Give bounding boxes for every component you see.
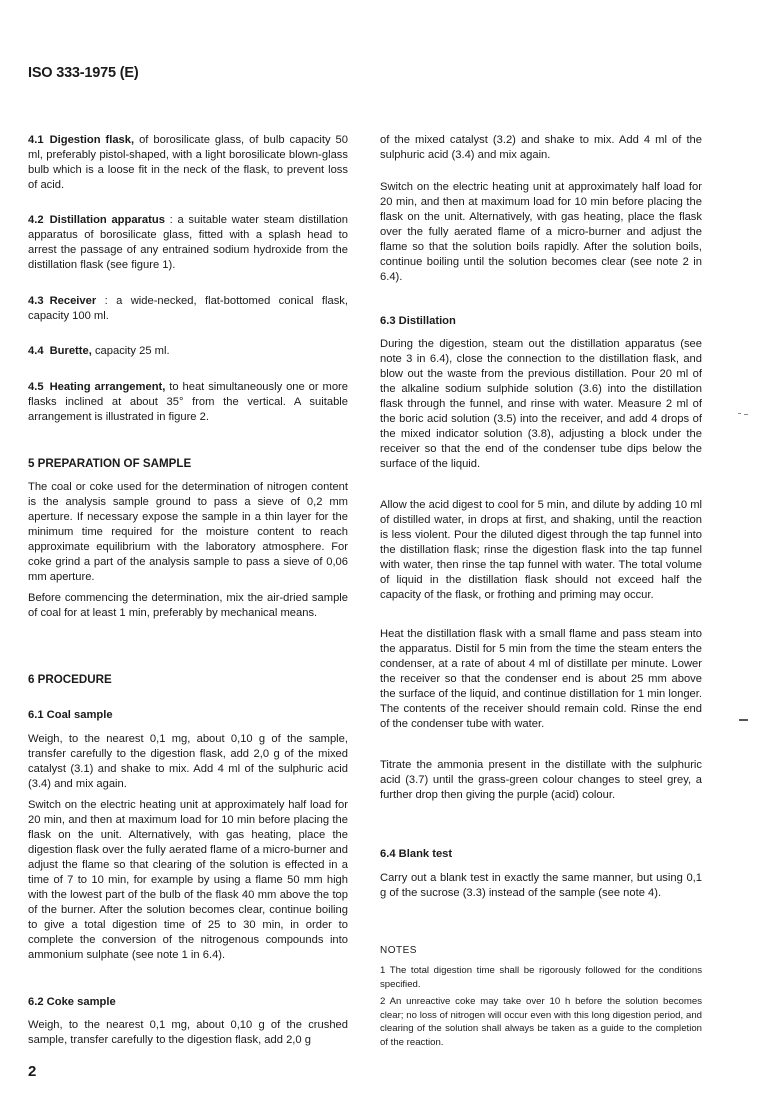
section-5-paragraph-2: Before commencing the determination, mix the air-dried sample of coal for at least 1 min, preferably by mechanical means. [28,592,348,619]
note-2: 2 An unreactive coke may take over 10 h before the solution becomes clear; no loss of nitrogen will occur even with this long digestion period, and clearing of the solution shall always be taken as a guide to the completion of the reaction. [380,996,702,1048]
section-6-3-paragraph-3: Heat the distillation flask with a small flame and pass steam into the apparatus. Distil for 5 min from the time the steam enters the condenser, at a rate of about 4 ml of distillate per minute. Lower the receiver so that the condenser end is about 25 mm above the surface of the liquid, and continue distillation for 1 min longer. The contents of the receiver should remain cold. Rinse the end of the condenser tube with water. [380,628,702,730]
page-number: 2 [28,1063,37,1080]
section-6-3-paragraph-4: Titrate the ammonia present in the distillate with the sulphuric acid (3.7) until the grass-green colour changes to steel grey, a further drop then giving the purple (acid) colour. [380,759,702,801]
clause-4-4: 4.4 Burette, capacity 25 ml. [28,345,170,357]
section-6-2-paragraph-1: Weigh, to the nearest 0,1 mg, about 0,10 g of the crushed sample, transfer carefully to the digestion flask, add 2,0 g [28,1019,348,1046]
section-6-1-paragraph-1: Weigh, to the nearest 0,1 mg, about 0,10 g of the sample, transfer carefully to the digestion flask, add 2,0 g of the mixed catalyst (3.1) and shake to mix. Add 4 ml of the sulphuric acid (3.4) and mix again. [28,733,348,790]
section-6-4-paragraph-1: Carry out a blank test in exactly the same manner, but using 0,1 g of the sucrose (3.3) instead of the sample (see note 4). [380,872,702,899]
section-6-2-paragraph-3: Switch on the electric heating unit at approximately half load for 20 min, and then at maximum load for 10 min before placing the flask on the unit. Alternatively, with gas heating, place the flask over the fully aerated flame of a micro-burner and adjust the flame so that the solution boils rapidly. After the solution boils, continue boiling until the solution becomes clear (see note 2 in 6.4). [380,181,702,283]
section-6-2-heading: 6.2 Coke sample [28,996,116,1008]
clause-4-1: 4.1 Digestion flask, of borosilicate glass, of bulb capacity 50 ml, preferably pistol-shaped, with a light borosilicate blown-glass bulb which is a loose fit in the neck of the flask, to prevent loss of acid. [28,134,348,191]
clause-4-3: 4.3 Receiver : a wide-necked, flat-bottomed conical flask, capacity 100 ml. [28,295,348,322]
section-6-3-paragraph-1: During the digestion, steam out the distillation apparatus (see note 3 in 6.4), close the connection to the distillation flask, and blow out the waste from the previous distillation. Pour 20 ml of the alkaline sodium sulphide solution (3.6) into the distillation flask through the funnel, and rinse with water. Measure 2 ml of the boric acid solution (3.5) into the receiver, and add 4 drops of the mixed indicator solution (3.8), adjusting a block under the receiver so that the end of the condenser tube dips below the surface of the liquid. [380,338,702,470]
scan-mark [744,414,748,415]
section-6-1-heading: 6.1 Coal sample [28,709,113,721]
section-6-4-heading: 6.4 Blank test [380,848,453,860]
scan-mark [739,719,748,721]
section-6-1-paragraph-2: Switch on the electric heating unit at approximately half load for 20 min, and then at maximum load for 10 min before placing the flask on the unit. Alternatively, with gas heating, place the digestion flask over the fully aerated flame of a micro-burner and adjust the flame so that clearing of the solution is effected in a time of 7 to 10 min, for example by using a flame 50 mm high with the lowest part of the bulb of the flask 40 mm above the top of the burner. After the solution becomes clear, continue boiling to give a total digestion time of 25 to 30 min, in order to complete the conversion of the nitrogenous compounds into ammonium sulphate (see note 1 in 6.4). [28,799,348,961]
section-6-heading: 6 PROCEDURE [28,673,112,686]
note-1: 1 The total digestion time shall be rigorously followed for the conditions specified. [380,965,702,990]
section-6-3-paragraph-2: Allow the acid digest to cool for 5 min, and dilute by adding 10 ml of distilled water, in drops at first, and shaking, until the reaction is less violent. Pour the diluted digest through the tap funnel into the distillation flask; rinse the digestion flask into the tap funnel with water, then rinse the tap funnel with water. The total volume of liquid in the distillation flask should not exceed half the capacity of the flask, or frothing and priming may occur. [380,499,702,601]
notes-title: NOTES [380,945,417,956]
section-6-3-heading: 6.3 Distillation [380,315,456,327]
section-6-2-paragraph-2: of the mixed catalyst (3.2) and shake to mix. Add 4 ml of the sulphuric acid (3.4) and mix again. [380,134,702,161]
clause-4-2: 4.2 Distillation apparatus : a suitable water steam distillation apparatus of borosilicate glass, fitted with a splash head to arrest the passage of any entrained sodium hydroxide from the distillation flask (see figure 1). [28,214,348,271]
scan-mark [738,413,741,414]
document-header: ISO 333-1975 (E) [28,65,139,81]
section-5-heading: 5 PREPARATION OF SAMPLE [28,457,192,470]
section-5-paragraph-1: The coal or coke used for the determination of nitrogen content is the analysis sample ground to pass a sieve of 0,2 mm aperture. If necessary expose the sample in a thin layer for the minimum time required for the moisture content to reach approximate equilibrium with the laboratory atmosphere. For coke grind a part of the analysis sample to pass a sieve of 0,06 mm aperture. [28,481,348,583]
clause-4-5: 4.5 Heating arrangement, to heat simultaneously one or more flasks inclined at about 35° from the vertical. A suitable arrangement is illustrated in figure 2. [28,381,348,423]
